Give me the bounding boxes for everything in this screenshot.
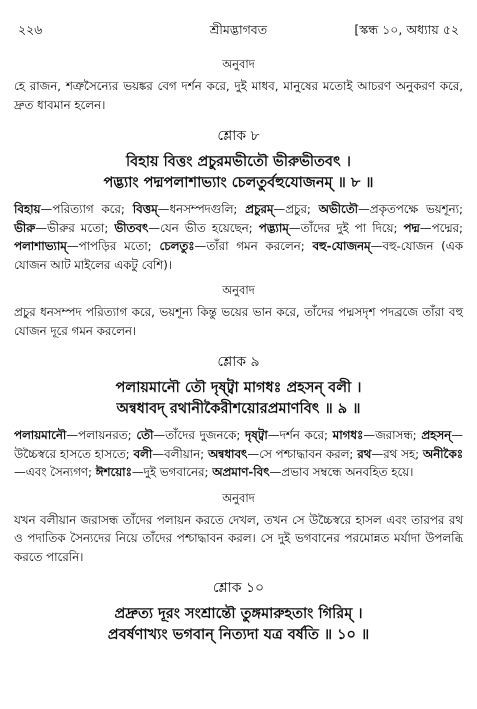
synonym-word: প্রহসন্‌ — [421, 428, 452, 442]
translation-text: প্রচুর ধনসম্পদ পরিত্যাগ করে, ভয়শূন্য কিন্তু ভয়ের ভান করে, তাঁদের পদ্মসদৃশ পদব্রজে তাঁরা বহু যোজন দূরে গমন করলেন। — [14, 305, 463, 338]
synonym-meaning: —উচ্চৈস্বরে হাসতে হাসতে; — [14, 428, 464, 461]
synonym-word: পলায়মানৌ — [14, 428, 67, 442]
page-number: ২২৬ — [18, 22, 43, 37]
synonym-meaning: —দুই ভগবানের; — [131, 465, 213, 479]
verse-label: শ্লোক ৮ — [217, 128, 260, 144]
verse-line: বিহায় বিত্তং প্রচুরমভীতৌ ভীরুভীতবৎ । — [125, 154, 351, 170]
synonym-word: অন্বধাবৎ — [207, 446, 248, 461]
synonym-meaning: —যেন ভীত হয়েছেন; — [148, 220, 259, 235]
synonym-meaning: —পদ্মের; — [419, 220, 464, 235]
synonym-meaning: —বহু-যোজন (এক যোজন আট মাইলের একটু বেশি)। — [14, 239, 463, 272]
synonym-word: বিত্তম্‌ — [132, 202, 158, 216]
running-header — [18, 22, 459, 44]
translation-label: অনুবাদ — [222, 490, 255, 505]
synonym-word: ঈশয়োঃ — [95, 465, 132, 479]
synonym-meaning: —প্রভাব সম্বন্ধে অনবহিত হয়ে। — [269, 465, 414, 479]
synonym-word: অনীকৈঃ — [422, 446, 464, 461]
synonym-meaning: —তাঁরা গমন করলেন; — [194, 239, 313, 253]
synonym-meaning: —সে পশ্চাদ্ধাবন করল; — [247, 446, 358, 461]
translation-label: অনুবাদ — [222, 57, 255, 71]
page-body — [14, 56, 463, 646]
synonym-word: পদ্ম — [403, 220, 420, 235]
verse-line: পলায়মানৌ তৌ দৃষ্ট্বা মাগধঃ প্রহসন্‌ বলী । — [115, 380, 362, 396]
synonym-word: বিহায় — [14, 202, 41, 216]
synonym-word: বহু-যোজনম্‌ — [312, 239, 371, 253]
synonym-word: অভীতৌ — [318, 202, 358, 216]
synonym-word: বলী — [133, 446, 153, 461]
verse-line: অন্বধাবদ্‌ রথানীকৈরীশয়োরপ্রমাণবিৎ ॥ ৯ ॥ — [116, 401, 361, 417]
synonym-meaning: —পরিত্যাগ করে; — [40, 202, 133, 216]
synonym-meaning: —ধনসম্পদগুলি; — [157, 202, 246, 216]
synonym-meaning: —পলায়নরত; — [66, 428, 137, 442]
synonym-word: চেলতুঃ — [159, 239, 195, 253]
synonym-meaning: —দর্শন করে; — [267, 428, 333, 442]
synonym-meaning: —রথ সহ; — [371, 446, 423, 461]
synonym-meaning: —তাঁদের দুজনকে; — [153, 428, 246, 442]
translation-text: যখন বলীয়ান জরাসন্ধ তাঁদের পলায়ন করতে দেখল, তখন সে উচ্চৈস্বরে হাসল এবং তারপর রথ ও পদাতিক সৈন্যদের নিয়ে তাঁদের পশ্চাদ্ধাবন করল। সে দুই ভগবানের পরমোন্নত মর্যাদা উপলব্ধি করতে পারেনি। — [14, 512, 463, 564]
synonym-meaning: —প্রচুর; — [273, 202, 319, 216]
verse-label: শ্লোক ১০ — [212, 580, 265, 596]
synonym-meaning: —প্রকৃতপক্ষে ভয়শূন্য; — [358, 202, 463, 216]
translation-label: অনুবাদ — [222, 283, 255, 297]
book-title: শ্রীমদ্ভাগবত — [209, 22, 268, 37]
verse-label: শ্লোক ৯ — [217, 354, 260, 370]
synonym-meaning: —তাঁদের দুই পা দিয়ে; — [288, 220, 404, 235]
synonym-meaning: —ভীরুর মতো; — [35, 220, 115, 235]
synonym-word: ভীরু — [14, 220, 36, 235]
synonym-word: অপ্রমাণ-বিৎ — [212, 465, 270, 479]
synonym-meaning: —পাপড়ির মতো; — [66, 239, 160, 253]
verse-line: প্রবর্ষণাখ্যং ভগবান্‌ নিত্যদা যত্র বর্ষতি ॥ ১০ ॥ — [107, 627, 370, 643]
synonym-word: মাগধঃ — [332, 428, 364, 442]
verse-line: প্রদ্রুত্য দূরং সংশ্রান্তৌ তুঙ্গমারুহতাং গিরিম্‌ । — [114, 606, 363, 622]
synonym-word: ভীতবৎ — [114, 220, 149, 235]
synonym-meaning: —জরাসন্ধ; — [363, 428, 422, 442]
translation-text: হে রাজন, শত্রুসৈন্যের ভয়ঙ্কর বেগ দর্শন করে, দুই মাধব, মানুষের মতোই আচরণ অনুকরণ করে, দ্রুত ধাবমান হলেন। — [14, 79, 463, 112]
synonym-word: দৃষ্ট্বা — [245, 428, 268, 442]
verse-line: পদ্ভ্যাং পদ্মপলাশাভ্যাং চেলতুর্বহুযোজনম্‌ ॥ ৮ ॥ — [103, 175, 374, 191]
synonym-meaning: —এবং সৈন্যগণ; — [14, 465, 96, 479]
synonyms-paragraph — [14, 200, 463, 274]
synonym-word: তৌ — [136, 428, 154, 442]
chapter-reference: [স্কন্ধ ১০, অধ্যায় ৫২ — [354, 22, 459, 37]
synonym-word: পদ্ভ্যাম্‌ — [258, 220, 289, 235]
synonym-word: প্রচুরম্‌ — [245, 202, 274, 216]
synonym-word: পলাশাভ্যাম্‌ — [14, 239, 67, 253]
synonym-word: রথ — [357, 446, 372, 461]
synonyms-paragraph — [14, 426, 463, 482]
synonym-meaning: —বলীয়ান; — [152, 446, 208, 461]
